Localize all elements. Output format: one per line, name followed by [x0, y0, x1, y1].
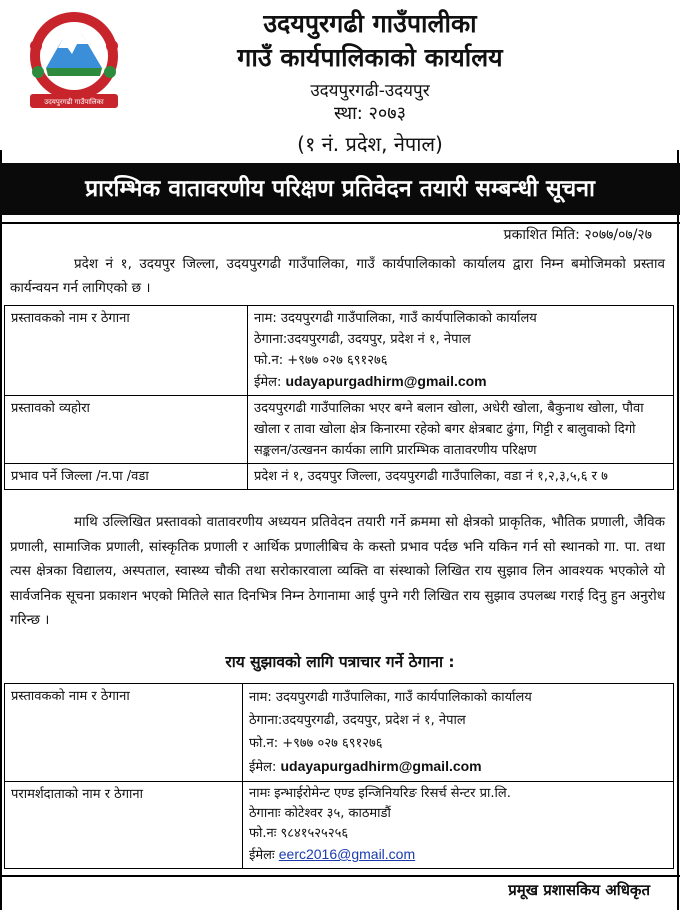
body-text: माथि उल्लिखित प्रस्तावको वातावरणीय अध्ययन प्रतिवेदन तयारी गर्ने क्रममा सो क्षेत्रको प्राकृतिक, भौतिक प्रणाली, जैविक प्रणाली, सामाजिक प्रणाली, सांस्कृतिक प्रणाली र आर्थिक प्रणालीबिच के कस्तो प्रभाव पर्दछ भनि यकिन गर्न सो स्थानको गा. पा. तथा त्यस क्षेत्रका विद्यालय, अस्पताल, स्वास्थ्य चौकी तथा सरोकारवाला व्यक्ति वा संस्थाको लिखित राय सुझाव लिन आवश्यक भएकोले यो सार्वजनिक सूचना प्रकाशन भएको मितिले सात दिनभित्र निम्न ठेगानामा आई पुग्ने गरी लिखित राय सुझाव उपलब्ध गराई दिनु हुन अनुरोध गरिन्छ ।	[10, 514, 665, 628]
row-value	[243, 782, 674, 869]
proposer-address: ठेगाना:उदयपुरगढी, उदयपुर, प्रदेश नं १, नेपाल	[249, 713, 466, 728]
table-row	[5, 396, 674, 464]
divider-above-signature	[0, 875, 680, 877]
right-border	[677, 150, 679, 910]
row-label: प्रभाव पर्ने जिल्ला /न.पा /वडा	[5, 464, 248, 490]
correspondence-heading: राय सुझावको लागि पत्राचार गर्ने ठेगाना :	[225, 653, 455, 671]
consultant-email-line	[249, 844, 667, 866]
email-label: ईमेल:	[249, 760, 277, 775]
intro-paragraph	[10, 252, 665, 300]
row-label: प्रस्तावको व्यहोरा	[5, 396, 248, 464]
table-row	[5, 782, 674, 869]
table-row	[5, 684, 674, 782]
proposer-email-line	[249, 755, 667, 779]
left-border	[0, 150, 2, 910]
row-label: परामर्शदाताको नाम र ठेगाना	[5, 782, 243, 869]
logo-caption: उदयपुरगढी गाउँपालिका	[44, 98, 104, 106]
proposer-email[interactable]: udayapurgadhirm@gmail.com	[280, 758, 482, 774]
proposer-name: नाम: उदयपुरगढी गाउँपालिका, गाउँ कार्यपालिकाको कार्यालय	[254, 311, 537, 326]
proposer-address: ठेगाना:उदयपुरगढी, उदयपुर, प्रदेश नं १, नेपाल	[254, 332, 471, 347]
row-value	[248, 306, 674, 396]
proposal-details-table	[4, 305, 674, 490]
affected-area: प्रदेश नं १, उदयपुर जिल्ला, उदयपुरगढी गाउँपालिका, वडा नं १,२,३,५,६ र ७	[248, 464, 674, 490]
email-label: ईमेल:	[254, 375, 282, 390]
row-value	[243, 684, 674, 782]
row-label: प्रस्तावकको नाम र ठेगाना	[5, 684, 243, 782]
correspondence-table	[4, 683, 674, 869]
body-paragraph	[10, 510, 665, 633]
published-date: प्रकाशित मिति: २०७७/०७/२७	[503, 227, 652, 243]
province-line: (१ नं. प्रदेश, नेपाल)	[297, 132, 443, 156]
proposer-phone: फो.न: +९७७ ०२७ ६९१२७६	[249, 736, 383, 751]
consultant-name: नामः इन्भाईरोमेन्ट एण्ड इन्जिनियरिङ रिसर्च सेन्टर प्रा.लि.	[249, 786, 511, 801]
table-row	[5, 306, 674, 396]
office-location: उदयपुरगढी-उदयपुर	[310, 81, 430, 101]
intro-text: प्रदेश नं १, उदयपुर जिल्ला, उदयपुरगढी गाउँपालिका, गाउँ कार्यपालिकाको कार्यालय द्वारा निम्न बमोजिमको प्रस्ताव कार्यन्वयन गर्न लागिएको छ ।	[10, 256, 665, 296]
row-label: प्रस्तावकको नाम र ठेगाना	[5, 306, 248, 396]
proposer-phone: फो.न: +९७७ ०२७ ६९१२७६	[254, 353, 388, 368]
nepal-government-emblem-icon	[16, 10, 132, 112]
notice-title-banner: प्रारम्भिक वातावरणीय परिक्षण प्रतिवेदन तयारी सम्बन्धी सूचना	[0, 163, 680, 215]
proposer-email[interactable]: udayapurgadhirm@gmail.com	[285, 373, 487, 389]
municipality-name: उदयपुरगढी गाउँपालीका	[263, 9, 477, 38]
consultant-address: ठेगानाः कोटेश्वर ३५, काठमाडौं	[249, 806, 391, 821]
table-row	[5, 464, 674, 490]
established-year: स्था: २०७३	[333, 103, 407, 124]
proposer-name: नाम: उदयपुरगढी गाउँपालिका, गाउँ कार्यपालिकाको कार्यालय	[249, 690, 532, 705]
proposal-description: उदयपुरगढी गाउँपालिका भएर बग्ने बलान खोला, अधेरी खोला, बैकुनाथ खोला, पौवा खोला र तावा खोला क्षेत्र किनारमा रहेको बगर क्षेत्रबाट ढुंगा, गिट्टी र बालुवाको दिगो सङ्कलन/उत्खनन कार्यका लागि प्रारम्भिक वातावरणीय परिक्षण	[248, 396, 674, 464]
email-label: ईमेलः	[249, 848, 275, 863]
divider-below-banner	[0, 222, 680, 224]
proposer-email-line	[254, 371, 667, 393]
signatory-title: प्रमूख प्रशासकिय अधिकृत	[508, 881, 650, 899]
consultant-email-link[interactable]: eerc2016@gmail.com	[278, 846, 416, 862]
consultant-phone: फो.नः ९८४१५२५२५६	[249, 826, 349, 841]
office-name: गाउँ कार्यपालिकाको कार्यालय	[237, 43, 503, 72]
